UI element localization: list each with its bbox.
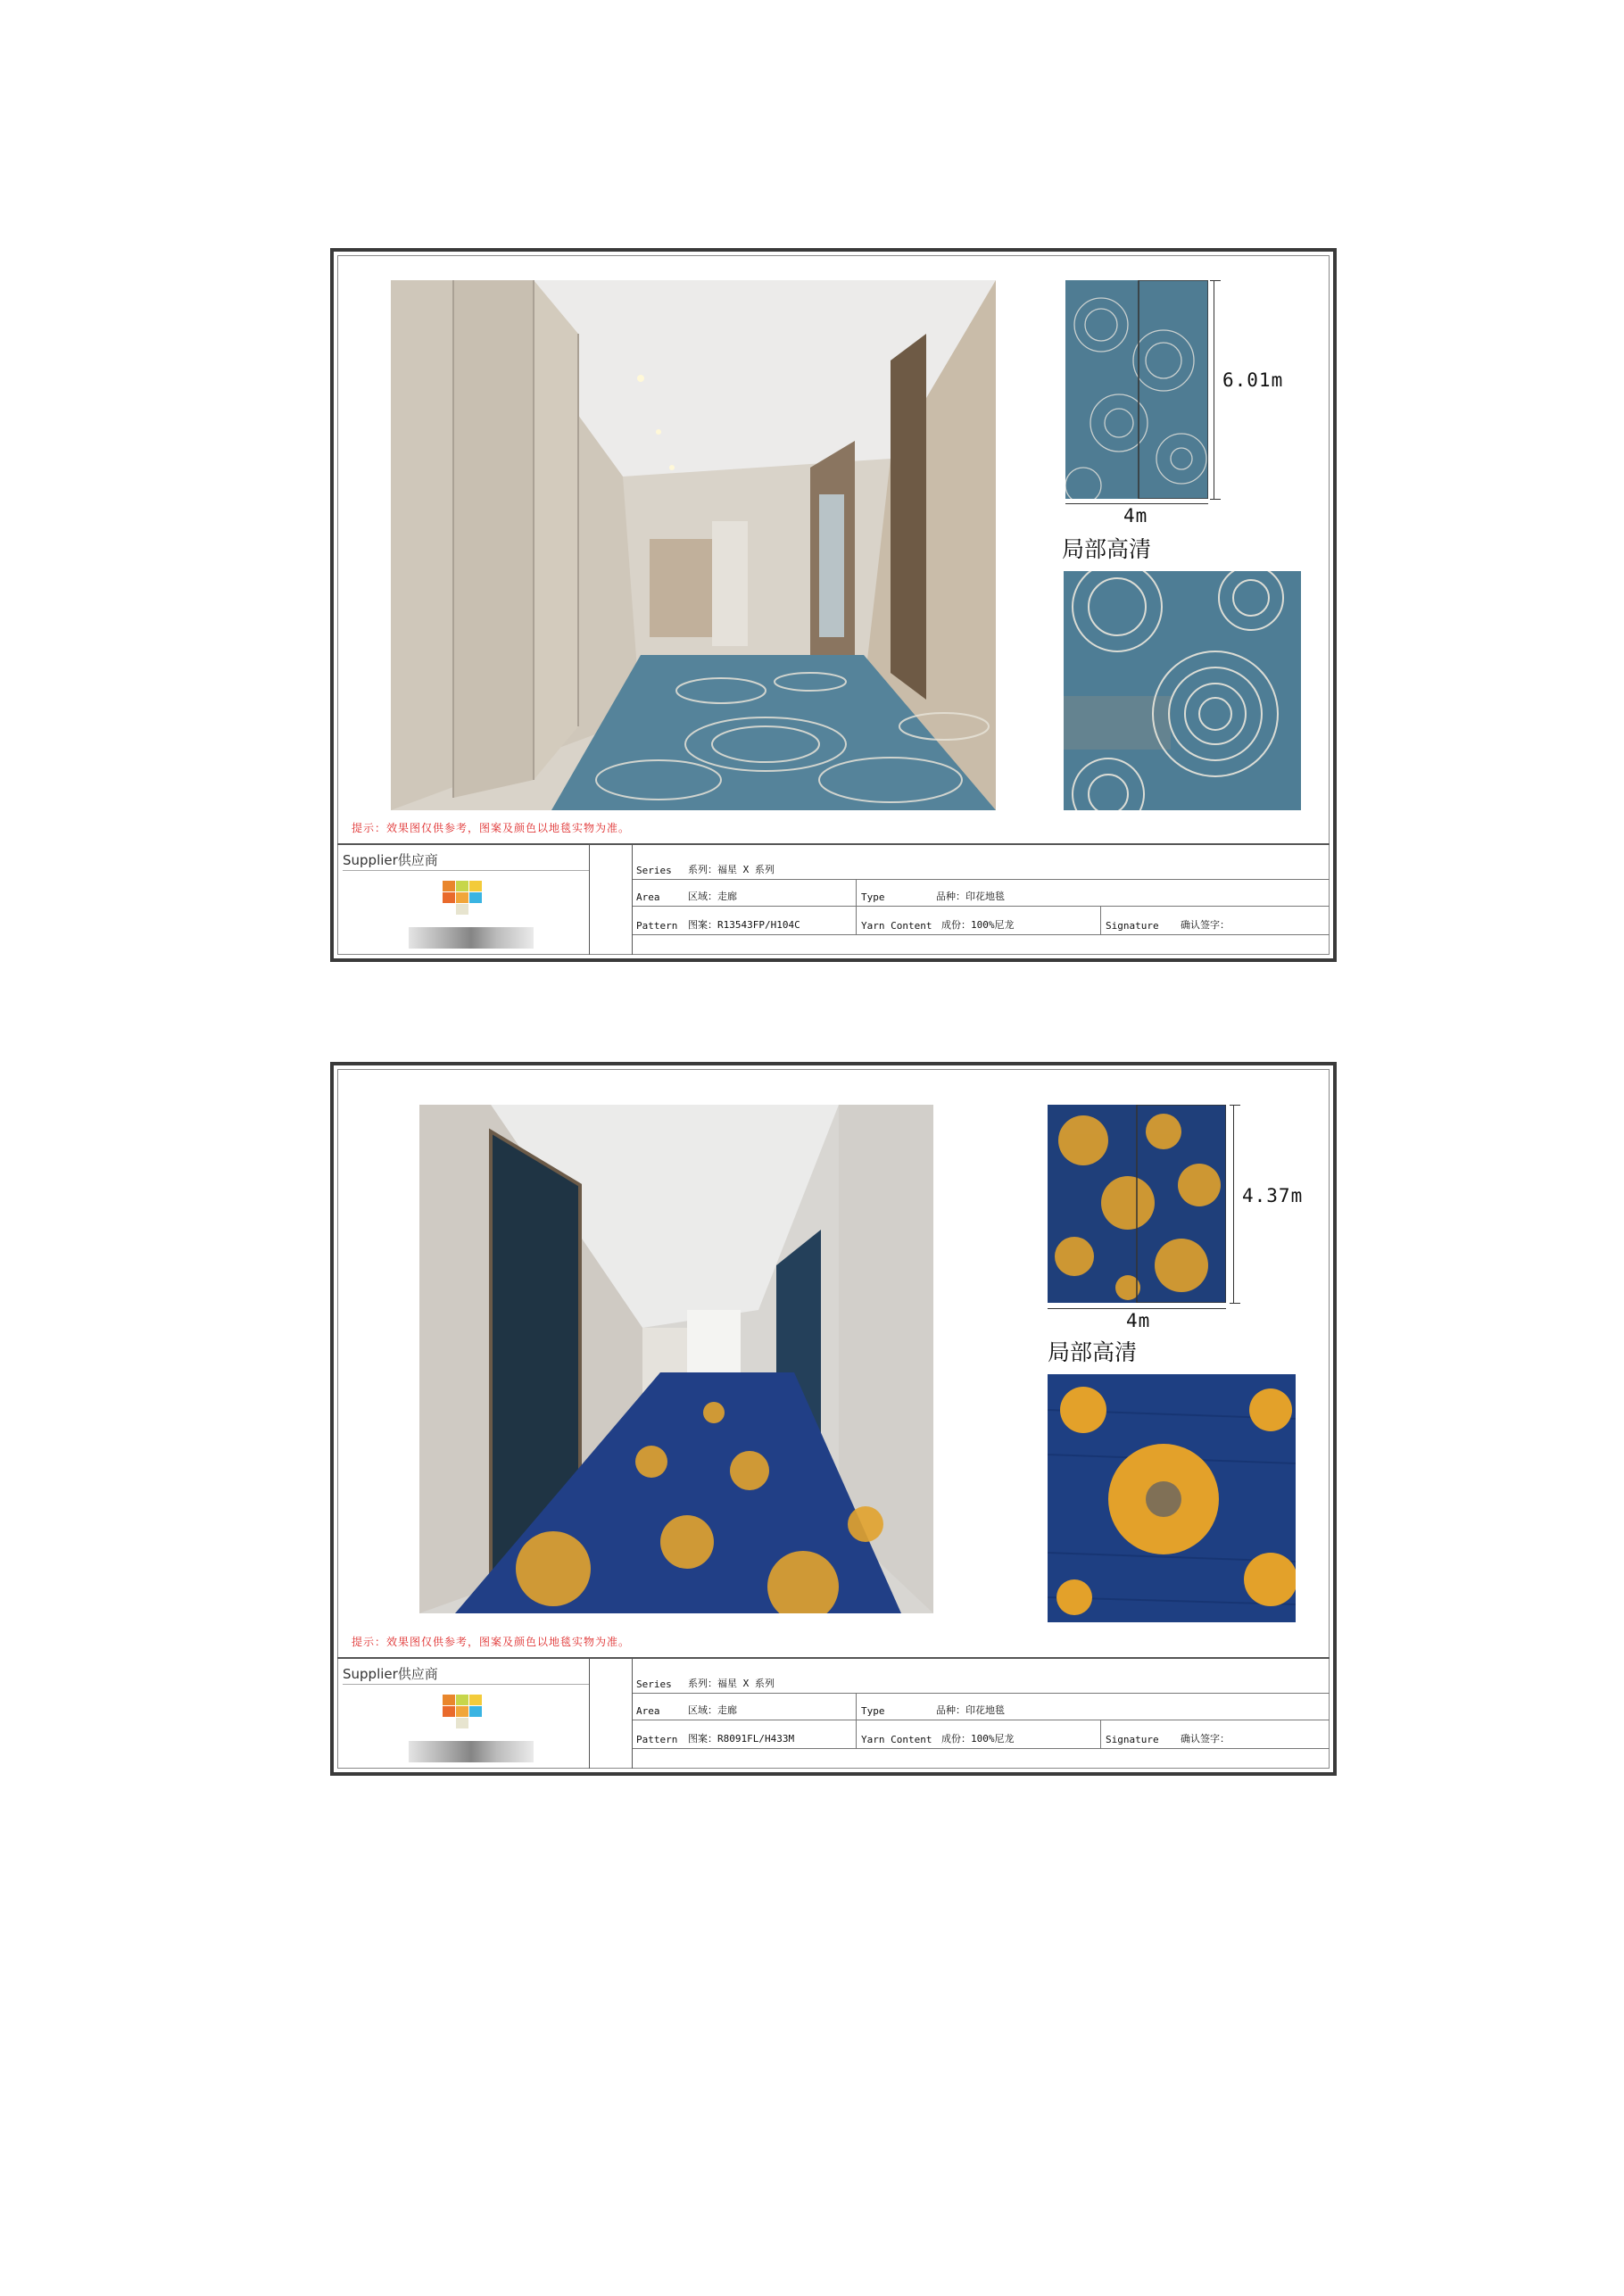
carpet-swatch (1048, 1105, 1226, 1303)
pattern-label: Pattern (636, 1734, 678, 1745)
info-grid (633, 1659, 1330, 1769)
pattern-label: Pattern (636, 920, 678, 932)
type-value: 品种：印花地毯 (936, 1704, 1005, 1716)
width-dimension-label: 4m (1123, 505, 1148, 526)
series-label: Series (636, 1678, 672, 1690)
disclaimer-tip: 提示：效果图仅供参考，图案及颜色以地毯实物为准。 (352, 1636, 631, 1648)
area-row (633, 1693, 1330, 1720)
carpet-detail-closeup (1048, 1374, 1296, 1622)
supplier-box (337, 1659, 590, 1769)
series-row (633, 1659, 1330, 1694)
supplier-name-redacted (409, 927, 534, 949)
divider (343, 870, 589, 871)
supplier-logo-icon (443, 881, 487, 916)
pattern-row (633, 906, 1330, 935)
carpet-detail-closeup (1064, 571, 1301, 810)
width-dimension-line (1065, 503, 1208, 504)
height-dimension-label: 6.01m (1222, 369, 1284, 391)
width-dimension-label: 4m (1126, 1310, 1151, 1331)
series-row (633, 845, 1330, 880)
pattern-value: 图案：R8091FL/H433M (688, 1733, 795, 1745)
area-row (633, 879, 1330, 907)
series-label: Series (636, 865, 672, 876)
type-value: 品种：印花地毯 (936, 891, 1005, 902)
dim-tick (1210, 499, 1221, 500)
detail-title: 局部高清 (1048, 1339, 1138, 1365)
pattern-row (633, 1720, 1330, 1749)
width-dimension-line (1048, 1308, 1226, 1309)
disclaimer-tip: 提示：效果图仅供参考，图案及颜色以地毯实物为准。 (352, 822, 631, 834)
divider (343, 1684, 589, 1685)
series-value: 系列：福星 X 系列 (688, 1678, 775, 1689)
spec-sheet-2 (330, 1062, 1337, 1776)
dim-tick (1210, 280, 1221, 281)
supplier-name-redacted (409, 1741, 534, 1762)
corridor-rendering (391, 280, 996, 810)
yarn-label: Yarn Content (861, 1734, 932, 1745)
info-grid (633, 845, 1330, 955)
area-label: Area (636, 891, 660, 903)
dim-tick (1230, 1303, 1240, 1304)
detail-title: 局部高清 (1062, 536, 1152, 562)
yarn-value: 成份：100%尼龙 (941, 1733, 1015, 1745)
height-dimension-line (1233, 1105, 1234, 1303)
series-value: 系列：福星 X 系列 (688, 864, 775, 875)
area-value: 区域：走廊 (688, 891, 737, 902)
type-label: Type (861, 891, 885, 903)
supplier-label: Supplier供应商 (343, 1666, 438, 1682)
area-value: 区域：走廊 (688, 1704, 737, 1716)
signature-label: Signature (1106, 920, 1159, 932)
dim-tick (1230, 1105, 1240, 1106)
supplier-logo-icon (443, 1695, 487, 1730)
supplier-label: Supplier供应商 (343, 852, 438, 868)
yarn-value: 成份：100%尼龙 (941, 919, 1015, 931)
supplier-box (337, 845, 590, 955)
height-dimension-label: 4.37m (1242, 1185, 1304, 1206)
title-block (337, 1657, 1330, 1769)
spec-sheet-1 (330, 248, 1337, 962)
spacer-box (589, 1659, 633, 1769)
title-block (337, 843, 1330, 955)
signature-label: Signature (1106, 1734, 1159, 1745)
area-label: Area (636, 1705, 660, 1717)
corridor-rendering (419, 1105, 933, 1613)
carpet-swatch (1065, 280, 1208, 499)
yarn-label: Yarn Content (861, 920, 932, 932)
spacer-box (589, 845, 633, 955)
signature-value: 确认签字： (1181, 919, 1230, 931)
type-label: Type (861, 1705, 885, 1717)
signature-value: 确认签字： (1181, 1733, 1230, 1745)
pattern-value: 图案：R13543FP/H104C (688, 919, 800, 931)
